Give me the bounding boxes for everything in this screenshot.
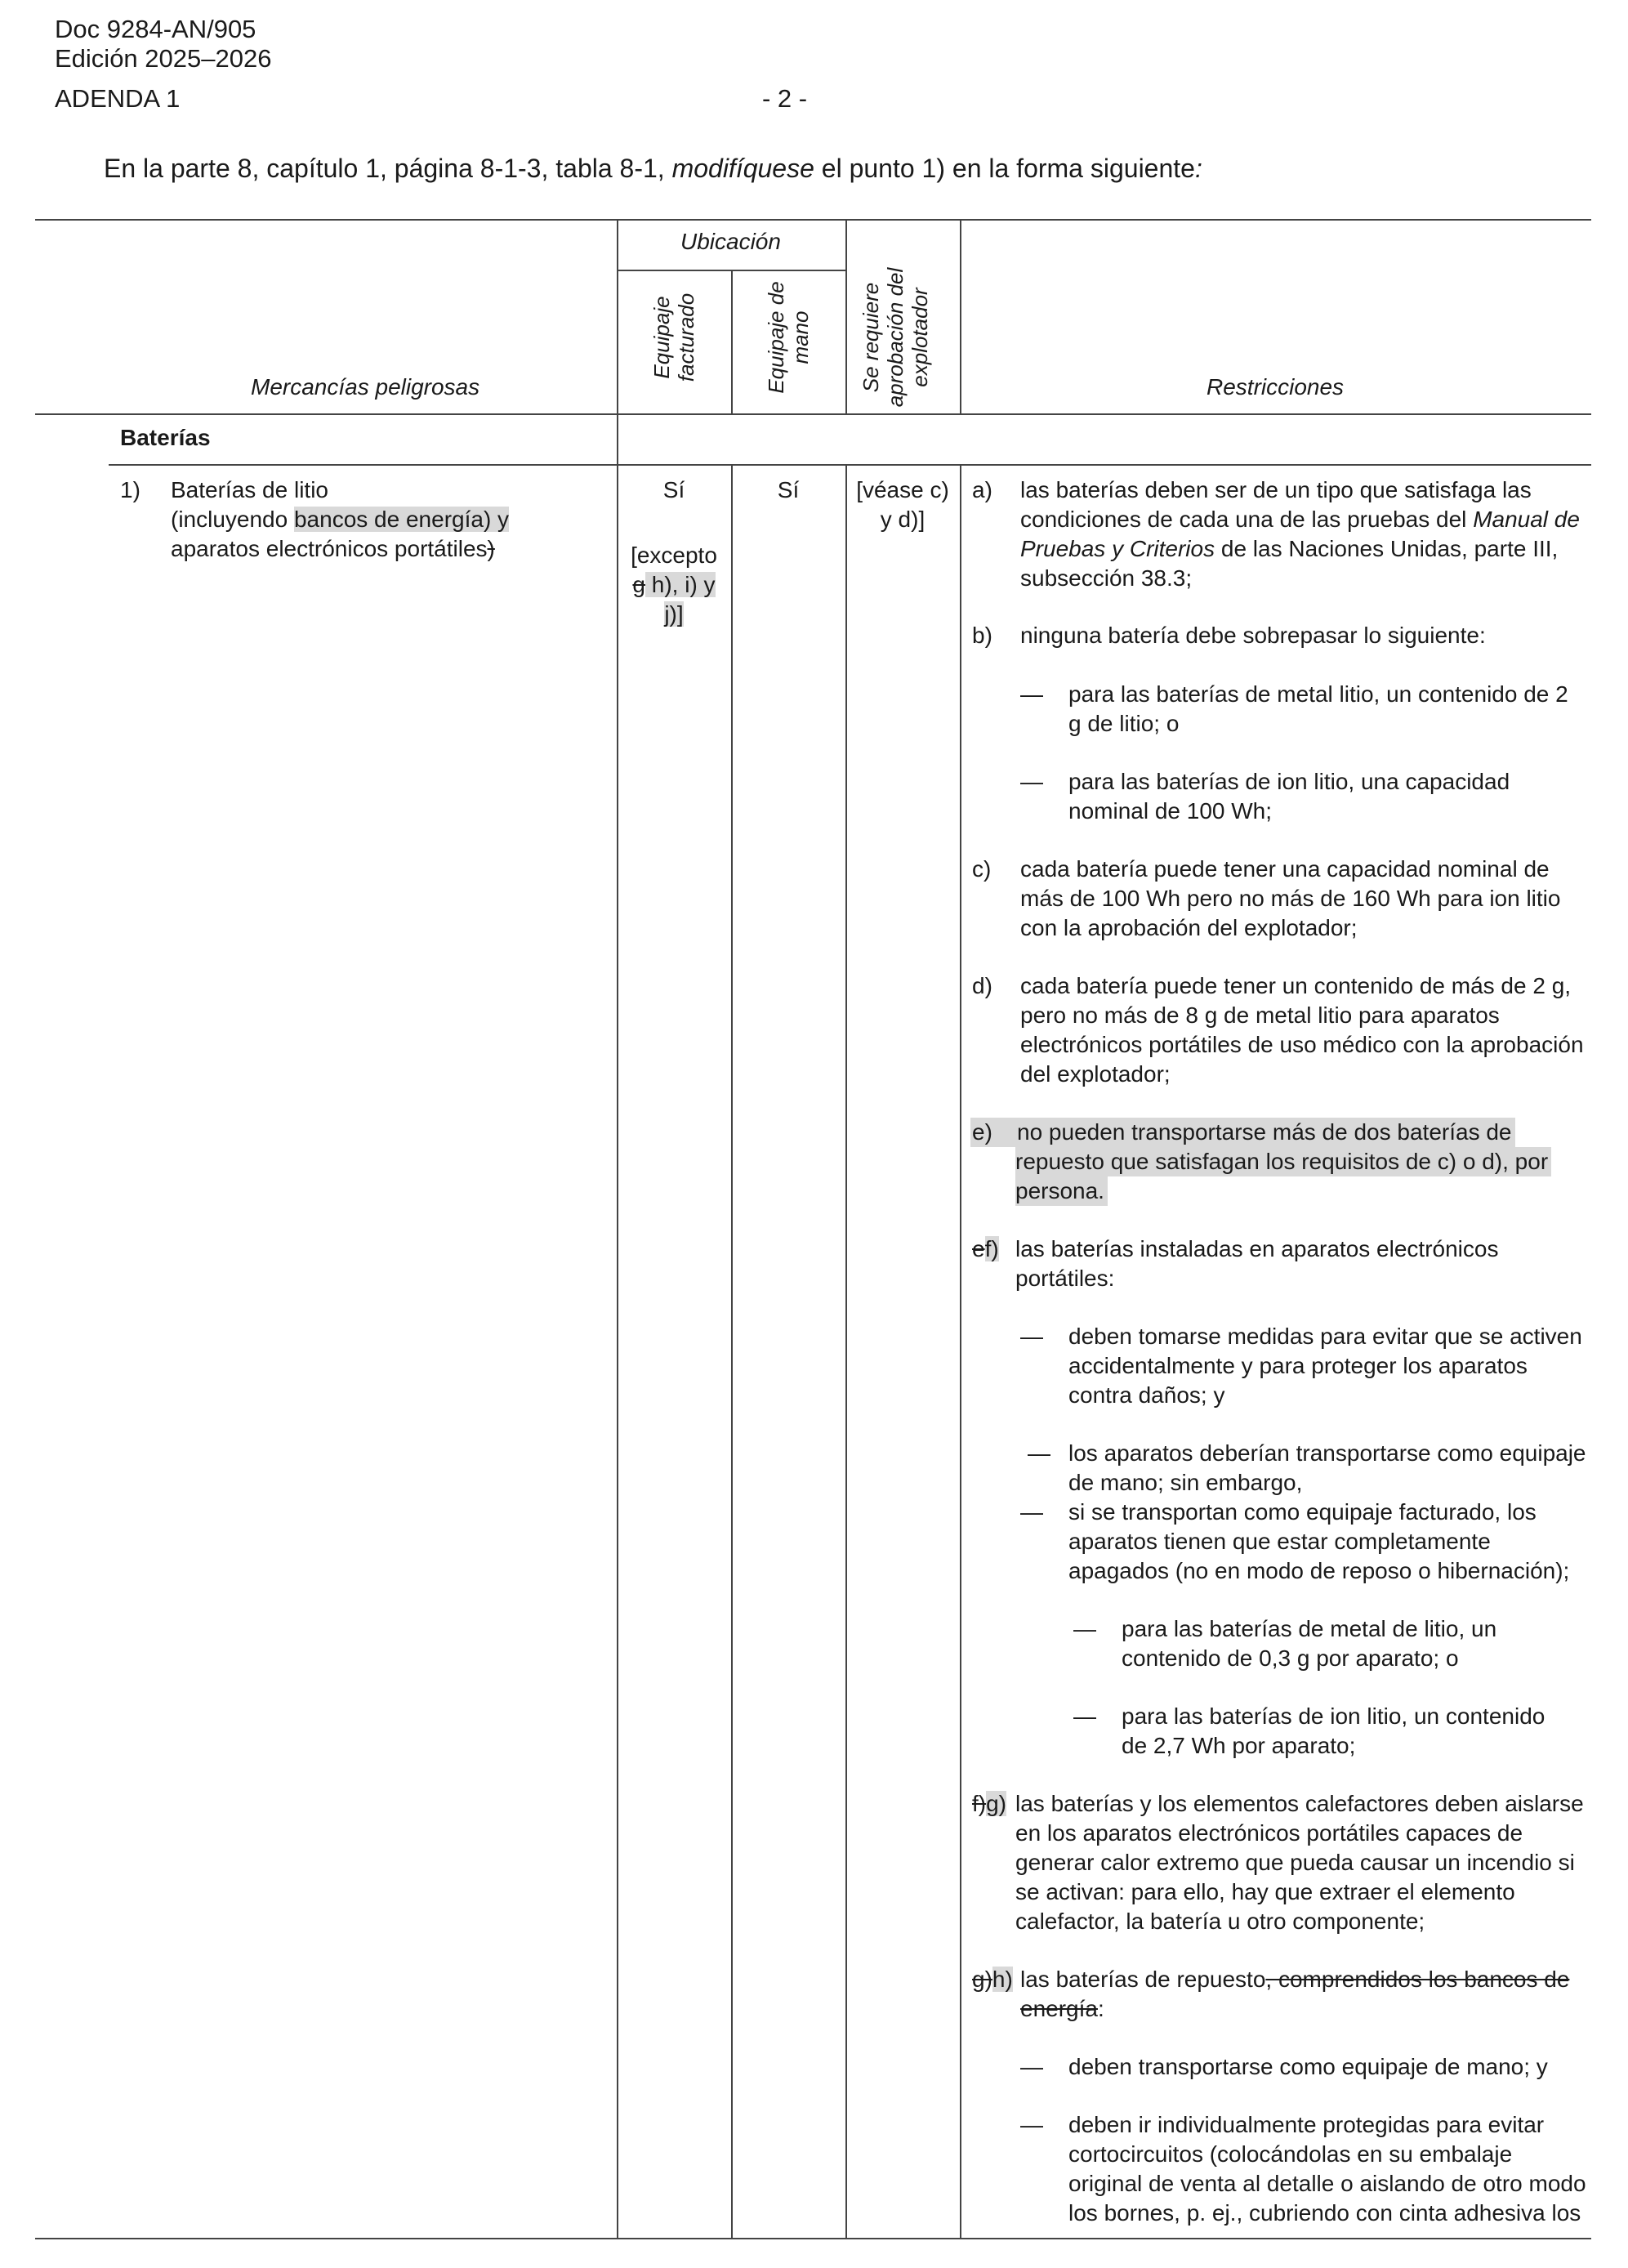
dash: — bbox=[1020, 681, 1043, 707]
col-header-location: Ubicación bbox=[680, 229, 781, 254]
restriction-h-dash-1: deben transportarse como equipaje de mano; y bbox=[1068, 2054, 1548, 2079]
dash: — bbox=[1020, 769, 1043, 794]
restriction-f-subdash-2: para las baterías de ion litio, un contenido de 2,7 Wh por aparato; bbox=[1122, 1703, 1545, 1758]
col-header-goods: Mercancías peligrosas bbox=[251, 374, 480, 400]
restriction-g-label: f)g) bbox=[972, 1791, 1007, 1816]
restriction-f-dash-3: si se transportan como equipaje facturado, los aparatos tienen que estar completamente apagados (no en modo de reposo o hibernación); bbox=[1068, 1499, 1570, 1583]
item-description: Baterías de litio (incluyendo bancos de energía) y aparatos electrónicos portátiles) bbox=[171, 477, 510, 561]
table-top-rule bbox=[35, 219, 1591, 221]
col-divider-goods bbox=[617, 219, 618, 2238]
table-bottom-rule bbox=[35, 2238, 1591, 2239]
restriction-a-label: a) bbox=[972, 477, 992, 502]
section-rule bbox=[109, 464, 1591, 466]
restriction-c-label: c) bbox=[972, 856, 992, 882]
col-divider-checked-header bbox=[731, 270, 733, 413]
restriction-f-subdash-1: para las baterías de metal de litio, un contenido de 0,3 g por aparato; o bbox=[1122, 1616, 1497, 1671]
col-divider-carry-header bbox=[845, 219, 847, 413]
col-divider-approval bbox=[960, 464, 961, 2238]
restriction-h-label: g)h) bbox=[972, 1967, 1013, 1992]
restriction-c-text: cada batería puede tener una capacidad nominal de más de 100 Wh pero no más de 160 Wh para ion litio con la aprobación del explotador; bbox=[1020, 856, 1561, 940]
carry-yes: Sí bbox=[777, 477, 800, 502]
restriction-f-dash-2: los aparatos deberían transportarse como equipaje de mano; sin embargo, bbox=[1068, 1440, 1586, 1495]
intro-instruction: En la parte 8, capítulo 1, página 8-1-3, tabla 8-1, modifíquese el punto 1) en la forma siguiente: bbox=[104, 154, 1202, 183]
doc-id: Doc 9284-AN/905 bbox=[55, 15, 256, 43]
page-number: - 2 - bbox=[762, 84, 808, 113]
dash: — bbox=[1073, 1703, 1096, 1729]
restriction-d-label: d) bbox=[972, 973, 992, 998]
restriction-f-text: las baterías instaladas en aparatos electrónicos portátiles: bbox=[1015, 1236, 1499, 1291]
restriction-h-text: las baterías de repuesto, comprendidos los bancos de energía: bbox=[1020, 1967, 1570, 2021]
section-heading: Baterías bbox=[120, 425, 211, 450]
dash: — bbox=[1020, 2112, 1043, 2137]
dash: — bbox=[1020, 2054, 1043, 2079]
restriction-h-dash-2: deben ir individualmente protegidas para evitar cortocircuitos (colocándolas en su embalaje original de venta al detalle o aislando de otro modo los bornes, p. ej., cubriendo con cinta adhesiva los bbox=[1068, 2112, 1586, 2226]
col-header-checked-baggage: Equipaje facturado bbox=[649, 292, 698, 382]
restriction-b-label: b) bbox=[972, 623, 992, 648]
approval-note: [véase c) y d)] bbox=[856, 477, 949, 532]
edition: Edición 2025–2026 bbox=[55, 44, 272, 73]
dash: — bbox=[1020, 1324, 1043, 1349]
addendum: ADENDA 1 bbox=[55, 84, 181, 113]
restriction-a-text: las baterías deben ser de un tipo que satisfaga las condiciones de cada una de las pruebas del Manual de Pruebas y Criterios de las Naciones Unidas, parte III, subsección 38.3; bbox=[1020, 477, 1580, 591]
item-number: 1) bbox=[120, 477, 140, 502]
restriction-b-dash-1: para las baterías de metal litio, un contenido de 2 g de litio; o bbox=[1068, 681, 1568, 736]
restriction-e-line2: repuesto que satisfagan los requisitos de c) o d), por bbox=[1015, 1147, 1551, 1176]
col-header-restrictions: Restricciones bbox=[1207, 374, 1345, 400]
header-bottom-rule bbox=[109, 413, 1591, 415]
header-stub-rule bbox=[35, 413, 109, 415]
restriction-f-label: ef) bbox=[972, 1236, 999, 1261]
dash: — bbox=[1020, 1499, 1043, 1525]
checked-exceptions: [excepto g h), i) y j)] bbox=[631, 542, 717, 627]
restriction-g-text: las baterías y los elementos calefactores deben aislarse en los aparatos electrónicos portátiles capaces de generar calor extremo que pueda causar un incendio si se activan: para ello, hay que extraer el elemento calefactor, la batería u otro componente; bbox=[1015, 1791, 1584, 1934]
col-header-operator-approval: Se requiere aprobación del explotador bbox=[859, 267, 932, 408]
col-divider-checked bbox=[731, 464, 733, 2238]
col-header-carry-on: Equipaje de mano bbox=[764, 281, 813, 394]
dash: — bbox=[1028, 1440, 1050, 1466]
checked-yes: Sí bbox=[662, 477, 685, 502]
restriction-f-dash-1: deben tomarse medidas para evitar que se activen accidentalmente y para proteger los aparatos contra daños; y bbox=[1068, 1324, 1582, 1408]
restriction-e: e) no pueden transportarse más de dos baterías de bbox=[970, 1118, 1515, 1147]
dash: — bbox=[1073, 1616, 1096, 1641]
col-divider-approval-header bbox=[960, 219, 961, 413]
col-divider-carry bbox=[845, 464, 847, 2238]
restriction-d-text: cada batería puede tener un contenido de más de 2 g, pero no más de 8 g de metal litio para aparatos electrónicos portátiles de uso médico con la aprobación del explotador; bbox=[1020, 973, 1584, 1087]
restriction-e-line3: persona. bbox=[1015, 1176, 1108, 1206]
restriction-b-text: ninguna batería debe sobrepasar lo siguiente: bbox=[1020, 623, 1486, 648]
restriction-b-dash-2: para las baterías de ion litio, una capacidad nominal de 100 Wh; bbox=[1068, 769, 1510, 824]
